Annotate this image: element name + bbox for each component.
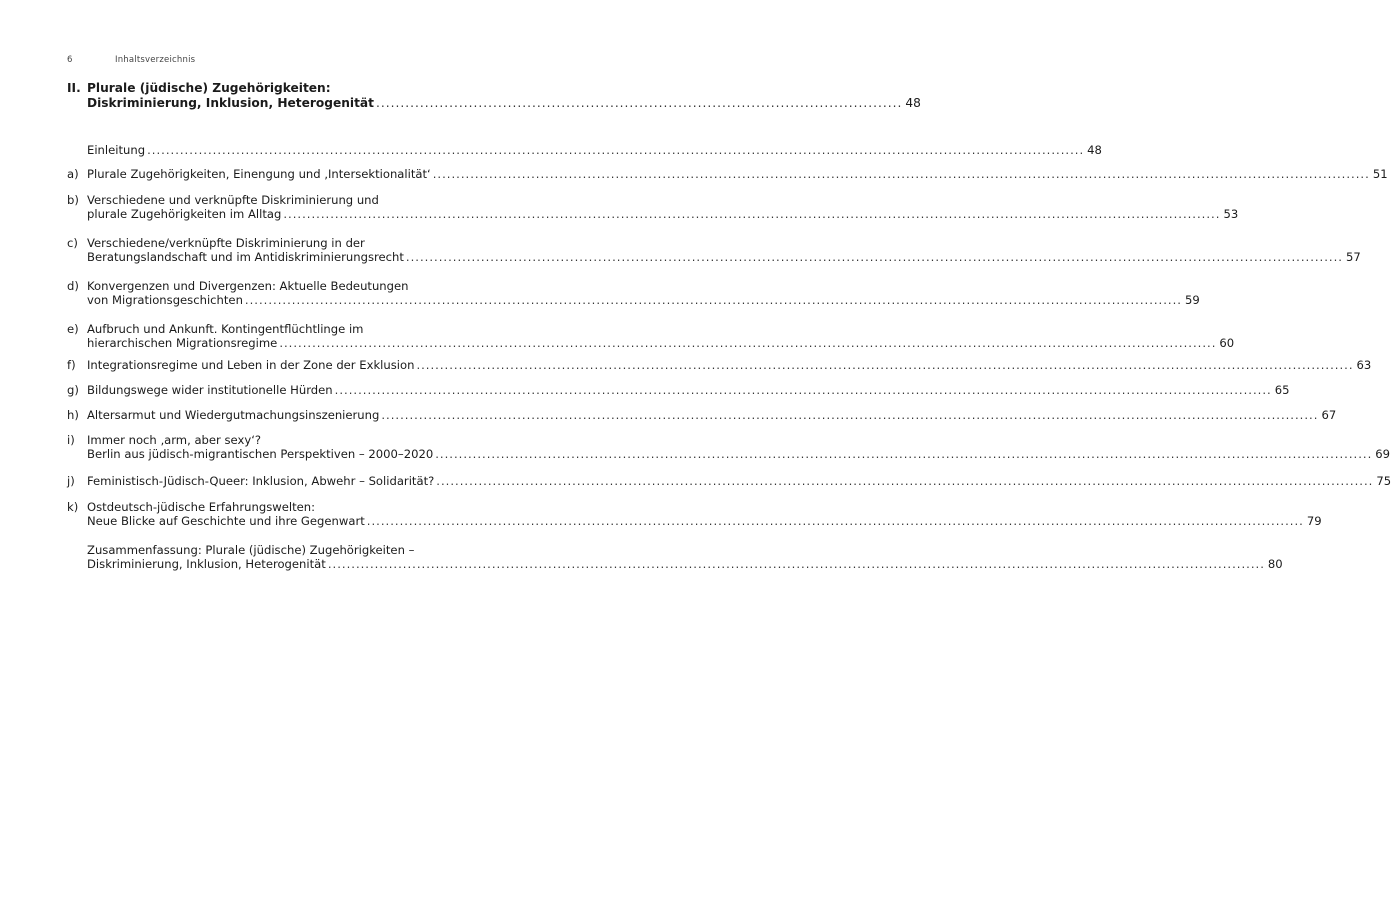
entry-marker: i) (67, 433, 75, 447)
entry-title-line: Immer noch ‚arm, aber sexy‘? (87, 433, 262, 447)
entry-title-line: Neue Blicke auf Geschichte und ihre Gegenwart (87, 514, 365, 528)
entry-page-number: 75 (1376, 474, 1391, 488)
dot-leader: ........................................................................................................................................................................................................ (436, 474, 1374, 488)
entry-title-line: Verschiedene und verknüpfte Diskriminierung und (87, 193, 379, 207)
toc-entry (67, 322, 1235, 350)
toc-entry (67, 193, 1239, 221)
dot-leader: ........................................................................................................................................................................................................ (334, 383, 1272, 397)
entry-title-line: Plurale Zugehörigkeiten, Einengung und ‚Intersektionalität‘ (87, 167, 431, 181)
toc-entry (67, 543, 1283, 571)
entry-title-line: von Migrationsgeschichten (87, 293, 243, 307)
dot-leader: ........................................................................................................................................................................................................ (432, 167, 1370, 181)
dot-leader: ........................................................................................................................................................................................................ (405, 250, 1343, 264)
entry-page-number: 79 (1306, 514, 1322, 528)
toc-entry (67, 358, 1372, 372)
entry-marker: e) (67, 322, 79, 336)
running-head (67, 55, 195, 65)
dot-leader: ........................................................................................................................................................................................................ (381, 408, 1319, 422)
dot-leader: ........................................................................................................................................................................................................ (244, 293, 1182, 307)
toc-entry (67, 236, 1361, 264)
entry-title-line: Berlin aus jüdisch-migrantischen Perspektiven – 2000–2020 (87, 447, 434, 461)
toc-entry (67, 408, 1337, 422)
toc-entry (67, 279, 1200, 307)
toc-entry (67, 143, 1102, 157)
entry-title-line: Zusammenfassung: Plurale (jüdische) Zugehörigkeiten – (87, 543, 415, 557)
entry-marker: k) (67, 500, 79, 514)
entry-title-line: Beratungslandschaft und im Antidiskriminierungsrecht (87, 250, 404, 264)
entry-title-line: Diskriminierung, Inklusion, Heterogenität (87, 557, 326, 571)
entry-title-line: Integrationsregime und Leben in der Zone der Exklusion (87, 358, 415, 372)
entry-title-line: Verschiedene/verknüpfte Diskriminierung in der (87, 236, 365, 250)
running-head-title: Inhaltsverzeichnis (115, 55, 196, 65)
entry-marker: c) (67, 236, 78, 250)
entry-page-number: 53 (1223, 207, 1239, 221)
entry-page-number: 59 (1185, 293, 1200, 307)
entry-page-number: 57 (1346, 250, 1361, 264)
entry-title-line: Konvergenzen und Divergenzen: Aktuelle Bedeutungen (87, 279, 409, 293)
entry-title-line: Altersarmut und Wiedergutmachungsinszenierung (87, 408, 380, 422)
entry-page-number: 69 (1375, 447, 1391, 461)
entry-page-number: 48 (1087, 143, 1102, 157)
entry-marker: h) (67, 408, 79, 422)
chapter-marker: II. (67, 81, 81, 95)
entry-marker: d) (67, 279, 79, 293)
toc-entry (67, 383, 1290, 397)
entry-marker: g) (67, 383, 79, 397)
toc-entry (67, 500, 1322, 528)
dot-leader: ........................................................................................................................................................................................................ (279, 336, 1217, 350)
dot-leader: ........................................................................................................................................................................................................ (327, 557, 1265, 571)
entry-title-line: hierarchischen Migrationsregime (87, 336, 278, 350)
entry-title-line: Ostdeutsch-jüdische Erfahrungswelten: (87, 500, 316, 514)
chapter-page-number: 48 (905, 96, 921, 110)
toc-entry (67, 474, 1391, 488)
entry-page-number: 67 (1321, 408, 1337, 422)
entry-title-line: Feministisch-Jüdisch-Queer: Inklusion, Abwehr – Solidarität? (87, 474, 435, 488)
dot-leader: ........................................................................................................................................................................................................ (416, 358, 1354, 372)
entry-marker: a) (67, 167, 79, 181)
entry-page-number: 80 (1267, 557, 1283, 571)
chapter-title-line-2: Diskriminierung, Inklusion, Heterogenität (87, 96, 374, 110)
entry-title-line: Bildungswege wider institutionelle Hürden (87, 383, 333, 397)
entry-marker: f) (67, 358, 76, 372)
entry-marker: j) (67, 474, 75, 488)
entry-page-number: 51 (1372, 167, 1388, 181)
dot-leader: ............................................................................................................ (375, 96, 903, 110)
entry-marker: b) (67, 193, 79, 207)
dot-leader: ........................................................................................................................................................................................................ (147, 143, 1085, 157)
dot-leader: ........................................................................................................................................................................................................ (366, 514, 1304, 528)
entry-title-line: plurale Zugehörigkeiten im Alltag (87, 207, 282, 221)
page-number: 6 (67, 55, 73, 65)
toc-entry (67, 167, 1388, 181)
dot-leader: ........................................................................................................................................................................................................ (435, 447, 1373, 461)
chapter-title-line-1: Plurale (jüdische) Zugehörigkeiten: (87, 81, 331, 95)
entry-title-line: Aufbruch und Ankunft. Kontingentflüchtlinge im (87, 322, 364, 336)
toc-entry (67, 433, 1391, 461)
toc-chapter (67, 81, 921, 111)
entry-title-line: Einleitung (87, 143, 146, 157)
entry-page-number: 65 (1274, 383, 1290, 397)
dot-leader: ........................................................................................................................................................................................................ (283, 207, 1221, 221)
entry-page-number: 60 (1219, 336, 1235, 350)
entry-page-number: 63 (1356, 358, 1372, 372)
